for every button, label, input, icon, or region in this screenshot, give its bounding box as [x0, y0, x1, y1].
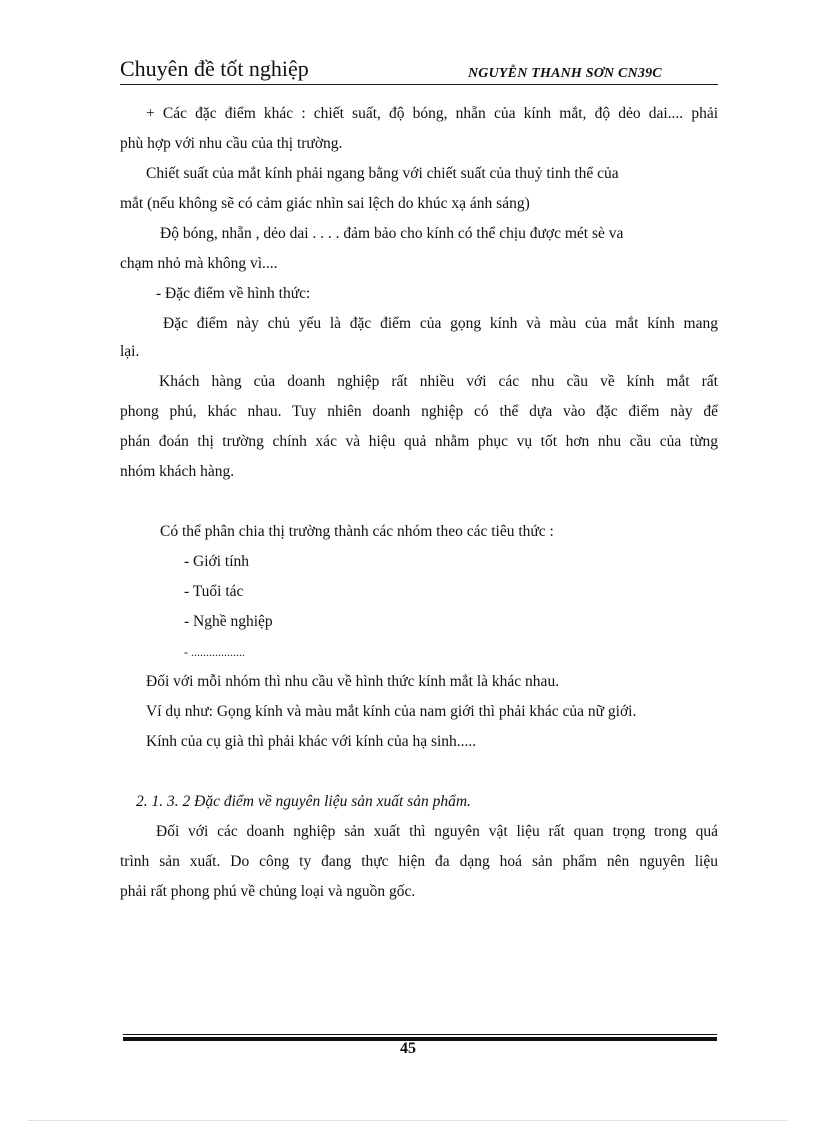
text-line: Đặc điểm này chủ yếu là đặc điểm của gọng kính và màu của mắt kính mang — [163, 315, 718, 332]
text-line: Ví dụ như: Gọng kính và màu mắt kính của nam giới thì phải khác của nữ giới. — [146, 703, 637, 720]
text-line: phán đoán thị trường chính xác và hiệu quả nhằm phục vụ tốt hơn nhu cầu của từng — [120, 433, 718, 450]
list-item: - Nghề nghiệp — [184, 613, 273, 630]
list-item: - .................. — [184, 645, 245, 659]
text-line: chạm nhỏ mà không vì.... — [120, 255, 278, 272]
text-line: Kính của cụ già thì phải khác với kính của hạ sinh..... — [146, 733, 477, 750]
footer-rule-thin — [123, 1034, 717, 1035]
list-item: - Giới tính — [184, 553, 250, 570]
section-heading: 2. 1. 3. 2 Đặc điểm về nguyên liệu sản xuất sản phẩm. — [136, 793, 471, 810]
text-line: + Các đặc điểm khác : chiết suất, độ bóng, nhẵn của kính mắt, độ dẻo dai.... phải — [146, 105, 718, 122]
text-line: lại. — [120, 343, 140, 360]
text-line: trình sản xuất. Do công ty đang thực hiện đa dạng hoá sản phẩm nên nguyên liệu — [120, 853, 718, 870]
page-header — [120, 56, 718, 85]
page-edge — [28, 1120, 788, 1121]
text-line: Đối với các doanh nghiệp sản xuất thì nguyên vật liệu rất quan trọng trong quá — [156, 823, 718, 840]
text-line: Khách hàng của doanh nghiệp rất nhiều với các nhu cầu về kính mắt rất — [159, 373, 718, 390]
text-line: Độ bóng, nhẵn , dẻo dai . . . . đảm bảo cho kính có thể chịu được mét sè va — [160, 225, 624, 242]
text-line: phù hợp với nhu cầu của thị trường. — [120, 135, 343, 152]
text-line: phong phú, khác nhau. Tuy nhiên doanh nghiệp có thể dựa vào đặc điểm này để — [120, 403, 718, 420]
text-line: Chiết suất của mắt kính phải ngang bằng với chiết suất của thuỷ tinh thể của — [146, 165, 619, 182]
list-item: - Tuổi tác — [184, 583, 244, 600]
text-line: - Đặc điểm về hình thức: — [156, 285, 311, 302]
author-label: NGUYỄN THANH SƠN CN39C — [468, 66, 662, 81]
text-line: Có thể phân chia thị trường thành các nhóm theo các tiêu thức : — [160, 523, 554, 540]
text-line: phải rất phong phú về chủng loại và nguồn gốc. — [120, 883, 416, 900]
page-number: 45 — [400, 1040, 416, 1057]
text-line: nhóm khách hàng. — [120, 463, 235, 480]
text-line: mắt (nếu không sẽ có cảm giác nhìn sai lệch do khúc xạ ánh sáng) — [120, 195, 530, 212]
text-line: Đối với mỗi nhóm thì nhu cầu về hình thức kính mắt là khác nhau. — [146, 673, 560, 690]
document-title: Chuyên đề tốt nghiệp — [120, 56, 309, 81]
